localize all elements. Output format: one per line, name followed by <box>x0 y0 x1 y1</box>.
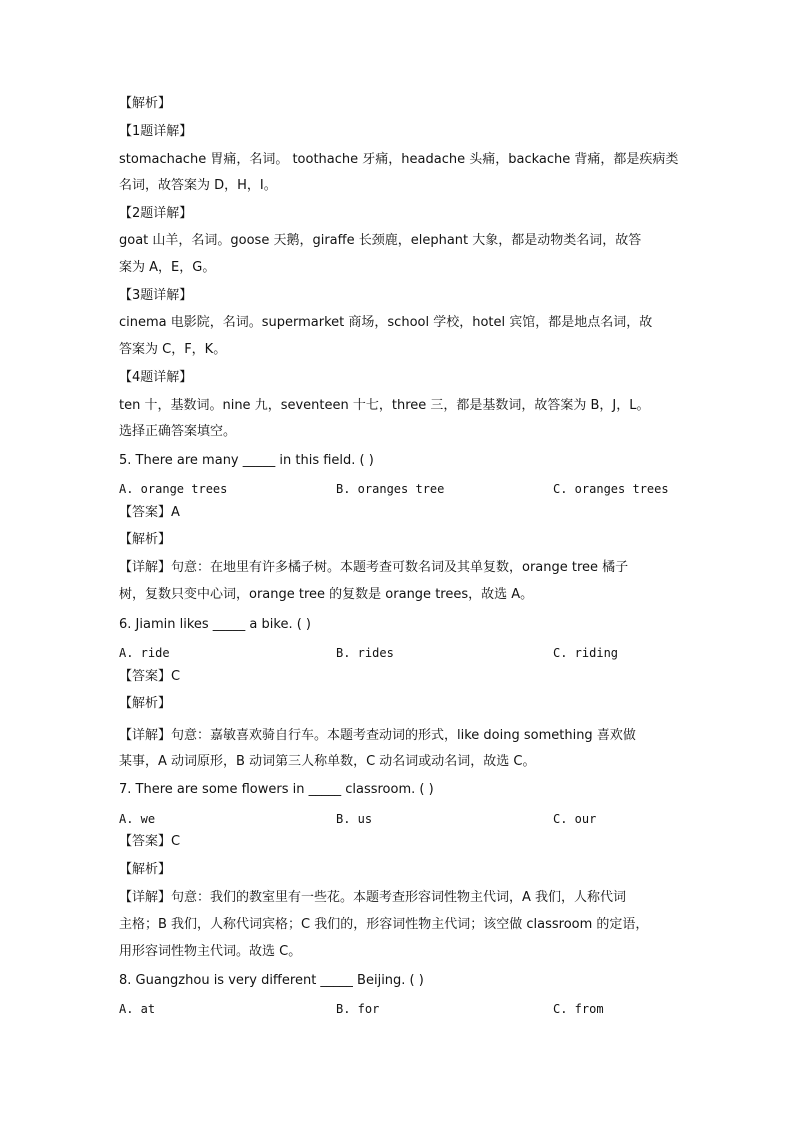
sub-heading-3: 【3题详解】 <box>119 288 193 303</box>
answer: 【答案】C <box>119 669 181 684</box>
section-heading: 【解析】 <box>119 96 172 111</box>
sub-heading-2: 【2题详解】 <box>119 206 193 221</box>
detail-line: 主格；B 我们，人称代词宾格；C 我们的，形容词性物主代词；该空做 classroom 的定语， <box>119 917 649 932</box>
detail-line: 用形容词性物主代词。故选 C。 <box>119 944 302 959</box>
option-a: A. we <box>119 812 156 826</box>
analysis-heading: 【解析】 <box>119 532 172 547</box>
option-a: A. at <box>119 1002 156 1016</box>
text-line: cinema 电影院，名词。supermarket 商场，school 学校，hotel 宾馆，都是地点名词，故 <box>119 315 653 330</box>
question-stem: 8. Guangzhou is very different _____ Beijing. ( ) <box>119 973 424 988</box>
option-b: B. oranges tree <box>336 482 445 496</box>
text-line: 选择正确答案填空。 <box>119 424 237 439</box>
detail-line: 某事，A 动词原形，B 动词第三人称单数，C 动名词或动名词，故选 C。 <box>119 754 536 769</box>
text-line: goat 山羊，名词。goose 天鹅，giraffe 长颈鹿，elephant 大象，都是动物类名词，故答 <box>119 233 642 248</box>
detail-line: 【详解】句意：嘉敏喜欢骑自行车。本题考查动词的形式，like doing something 喜欢做 <box>119 728 636 743</box>
answer: 【答案】A <box>119 505 180 520</box>
option-b: B. us <box>336 812 373 826</box>
detail-line: 树，复数只变中心词，orange tree 的复数是 orange trees，故选 A。 <box>119 587 534 602</box>
text-line: 答案为 C，F，K。 <box>119 342 227 357</box>
option-c: C. our <box>553 812 597 826</box>
answer: 【答案】C <box>119 834 181 849</box>
question-stem: 5. There are many _____ in this field. ( ) <box>119 453 374 468</box>
text-line: 名词，故答案为 D，H，I。 <box>119 178 277 193</box>
text-line: ten 十，基数词。nine 九，seventeen 十七，three 三，都是基数词，故答案为 B，J，L。 <box>119 398 650 413</box>
option-c: C. from <box>553 1002 604 1016</box>
detail-line: 【详解】句意：在地里有许多橘子树。本题考查可数名词及其单复数，orange tree 橘子 <box>119 560 629 575</box>
analysis-heading: 【解析】 <box>119 862 172 877</box>
option-b: B. rides <box>336 646 394 660</box>
question-stem: 6. Jiamin likes _____ a bike. ( ) <box>119 617 311 632</box>
option-a: A. ride <box>119 646 170 660</box>
sub-heading-4: 【4题详解】 <box>119 370 193 385</box>
text-line: stomachache 胃痛，名词。 toothache 牙痛，headache 头痛，backache 背痛，都是疾病类 <box>119 152 679 167</box>
text-line: 案为 A，E，G。 <box>119 260 216 275</box>
sub-heading-1: 【1题详解】 <box>119 124 193 139</box>
option-a: A. orange trees <box>119 482 228 496</box>
detail-line: 【详解】句意：我们的教室里有一些花。本题考查形容词性物主代词，A 我们，人称代词 <box>119 890 627 905</box>
option-c: C. riding <box>553 646 619 660</box>
option-b: B. for <box>336 1002 380 1016</box>
option-c: C. oranges trees <box>553 482 669 496</box>
analysis-heading: 【解析】 <box>119 696 172 711</box>
question-stem: 7. There are some flowers in _____ classroom. ( ) <box>119 782 434 797</box>
